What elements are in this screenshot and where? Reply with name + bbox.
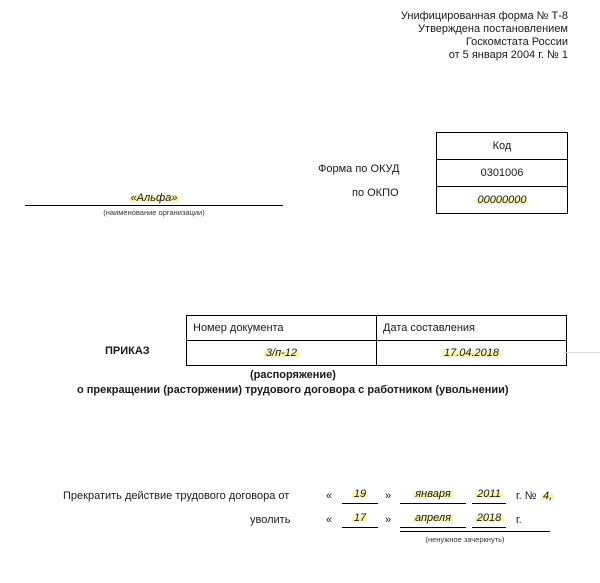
approval-line: Утверждена постановлением	[418, 23, 568, 35]
form-number-line: Унифицированная форма № Т-8	[400, 10, 568, 22]
okud-label: Форма по ОКУД	[318, 163, 400, 175]
contract-day: 19	[353, 488, 367, 500]
okud-value: 0301006	[437, 160, 568, 187]
organization-caption: (наименование организации)	[103, 208, 205, 217]
document-number: 3/п-12	[265, 347, 298, 359]
goskomstat-line: Госкомстата России	[465, 36, 568, 48]
number-header: Номер документа	[187, 316, 377, 341]
organization-field	[25, 184, 283, 206]
table-extension-line	[564, 352, 600, 353]
close-quote: »	[385, 490, 392, 502]
terminate-label: Прекратить действие трудового договора от	[63, 490, 290, 502]
code-table	[436, 132, 568, 214]
dismiss-day-field	[342, 512, 378, 528]
dismiss-day: 17	[353, 512, 367, 524]
contract-year-field	[472, 488, 506, 504]
dismiss-close-quote: »	[385, 514, 392, 526]
dismiss-underline	[400, 531, 550, 532]
okpo-value-text: 00000000	[477, 194, 527, 206]
dismiss-month: апреля	[415, 512, 451, 524]
dismiss-month-field	[400, 512, 466, 528]
dismiss-year-field	[472, 512, 506, 528]
contract-suffix: г. №	[516, 490, 537, 502]
okpo-value	[437, 187, 568, 214]
order-title: ПРИКАЗ	[105, 345, 150, 357]
code-heading: Код	[437, 133, 568, 160]
dismiss-caption: (ненужное зачеркнуть)	[425, 535, 505, 544]
order-heading: о прекращении (расторжении) трудового договора с работником (увольнении)	[77, 384, 509, 396]
okpo-label: по ОКПО	[352, 187, 399, 199]
document-date-cell	[377, 341, 567, 366]
document-number-cell	[187, 341, 377, 366]
dismiss-suffix: г.	[516, 514, 522, 526]
approval-date-line: от 5 января 2004 г. № 1	[448, 49, 568, 61]
contract-number	[541, 490, 554, 502]
contract-month: января	[415, 488, 451, 500]
contract-month-field	[400, 488, 466, 504]
date-header: Дата составления	[377, 316, 567, 341]
contract-day-field	[342, 488, 378, 504]
contract-number-text: 4,	[543, 490, 553, 502]
document-date: 17.04.2018	[443, 347, 500, 359]
open-quote: «	[326, 490, 333, 502]
dismiss-label: уволить	[250, 514, 291, 526]
organization-name: «Альфа»	[130, 192, 178, 204]
document-table	[186, 315, 567, 366]
dismiss-year: 2018	[476, 512, 502, 524]
order-subtitle: (распоряжение)	[250, 369, 336, 381]
dismiss-open-quote: «	[326, 514, 333, 526]
contract-year: 2011	[477, 488, 501, 500]
form-header	[401, 10, 568, 62]
